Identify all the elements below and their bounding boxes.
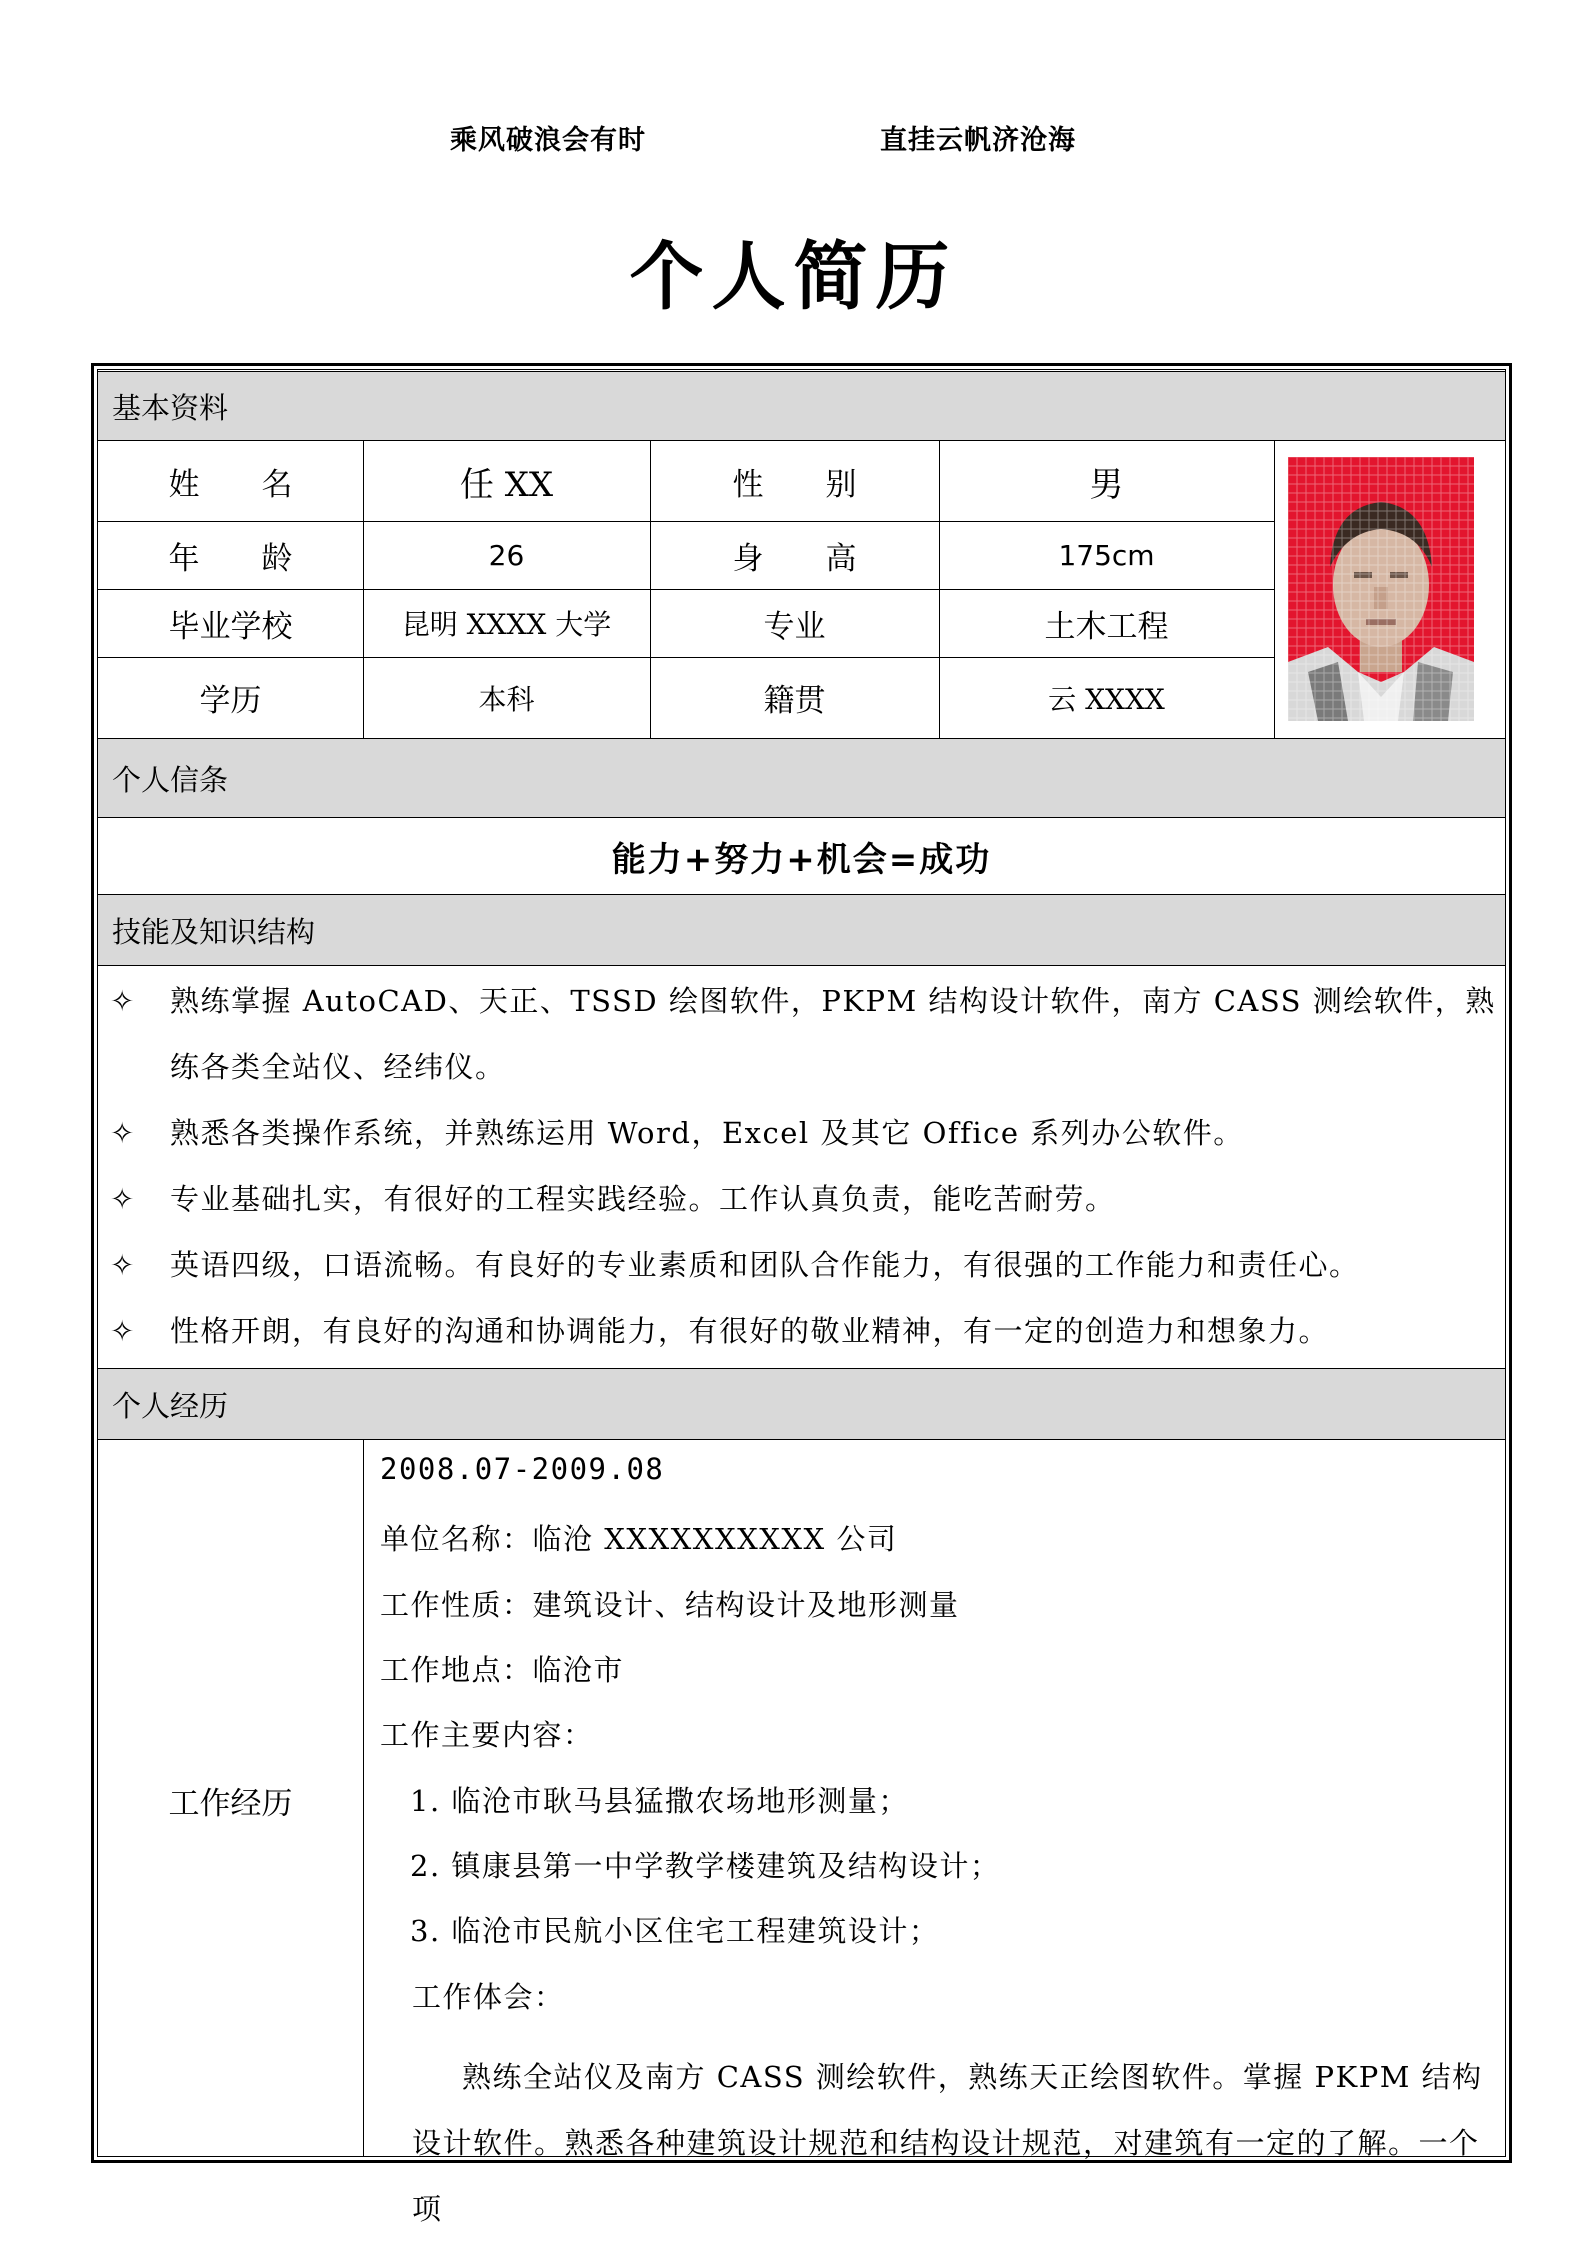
skill-item xyxy=(110,1232,1500,1298)
section-title-basic: 基本资料 xyxy=(112,390,229,425)
label-height: 身 高 xyxy=(732,540,857,577)
skill-item xyxy=(110,1100,1500,1166)
skill-text: 英语四级，口语流畅。有良好的专业素质和团队合作能力，有很强的工作能力和责任心。 xyxy=(170,1248,1360,1282)
section-title-credo: 个人信条 xyxy=(112,762,229,797)
value-age: 26 xyxy=(488,538,525,572)
value-height: 175cm xyxy=(1058,538,1155,572)
work-content-item: 3. 临沧市民航小区住宅工程建筑设计； xyxy=(410,1914,940,1948)
label-age: 年 龄 xyxy=(168,540,293,577)
work-period: 2008.07-2009.08 xyxy=(380,1452,665,1486)
skill-text: 熟练掌握 AutoCAD、天正、TSSD 绘图软件，PKPM 结构设计软件，南方 CASS 测绘软件，熟练各类全站仪、经纬仪。 xyxy=(170,984,1496,1084)
label-education: 学历 xyxy=(199,683,262,719)
diamond-bullet-icon: ✧ xyxy=(110,1182,135,1216)
work-location: 工作地点：临沧市 xyxy=(380,1653,625,1687)
label-major: 专业 xyxy=(763,608,826,645)
motto-left: 乘风破浪会有时 xyxy=(450,125,646,156)
section-title-skills: 技能及知识结构 xyxy=(112,914,316,949)
work-content-item: 1. 临沧市耿马县猛撒农场地形测量； xyxy=(410,1784,909,1818)
work-content-item: 2. 镇康县第一中学教学楼建筑及结构设计； xyxy=(410,1849,1001,1883)
diamond-bullet-icon: ✧ xyxy=(110,1248,135,1282)
profile-photo xyxy=(1288,457,1474,721)
work-experience-text: 熟练全站仪及南方 CASS 测绘软件，熟练天正绘图软件。掌握 PKPM 结构设计软件。熟悉各种建筑设计规范和结构设计规范，对建筑有一定的了解。一个项 xyxy=(412,2060,1483,2226)
section-skills xyxy=(98,894,1505,966)
skill-item xyxy=(110,1298,1500,1364)
value-major: 土木工程 xyxy=(1044,608,1169,645)
skill-text: 性格开朗，有良好的沟通和协调能力，有很好的敬业精神，有一定的创造力和想象力。 xyxy=(170,1314,1330,1348)
work-company: 单位名称：临沧 XXXXXXXXXX 公司 xyxy=(380,1522,898,1556)
section-experience xyxy=(98,1368,1505,1440)
motto-right: 直挂云帆济沧海 xyxy=(880,125,1076,156)
label-school: 毕业学校 xyxy=(168,608,293,645)
section-title-experience: 个人经历 xyxy=(112,1388,229,1423)
work-history-label: 工作经历 xyxy=(168,1785,293,1822)
label-hometown: 籍贯 xyxy=(763,683,826,719)
page-title: 个人简历 xyxy=(629,234,958,320)
label-gender: 性 别 xyxy=(732,466,857,503)
skill-text: 熟悉各类操作系统，并熟练运用 Word，Excel 及其它 Office 系列办公软件。 xyxy=(170,1116,1244,1150)
work-experience-title: 工作体会： xyxy=(412,1980,565,2014)
grid-line xyxy=(363,1440,364,2157)
grid-line xyxy=(1274,441,1275,738)
diamond-bullet-icon: ✧ xyxy=(110,984,135,1018)
diamond-bullet-icon: ✧ xyxy=(110,1116,135,1150)
section-credo xyxy=(98,738,1505,818)
work-nature: 工作性质：建筑设计、结构设计及地形测量 xyxy=(380,1588,960,1622)
value-hometown: 云 XXXX xyxy=(1048,682,1165,716)
credo-text: 能力+努力+机会=成功 xyxy=(611,839,992,880)
label-name: 姓 名 xyxy=(168,466,293,503)
value-school: 昆明 XXXX 大学 xyxy=(401,608,612,641)
skill-item xyxy=(110,968,1500,1100)
value-education: 本科 xyxy=(478,682,535,716)
skill-text: 专业基础扎实，有很好的工程实践经验。工作认真负责，能吃苦耐劳。 xyxy=(170,1182,1116,1216)
work-content-title: 工作主要内容： xyxy=(380,1718,594,1752)
value-name: 任 XX xyxy=(459,464,554,505)
diamond-bullet-icon: ✧ xyxy=(110,1314,135,1348)
skill-item xyxy=(110,1166,1500,1232)
section-basic-info xyxy=(98,371,1505,441)
value-gender: 男 xyxy=(1089,464,1124,505)
